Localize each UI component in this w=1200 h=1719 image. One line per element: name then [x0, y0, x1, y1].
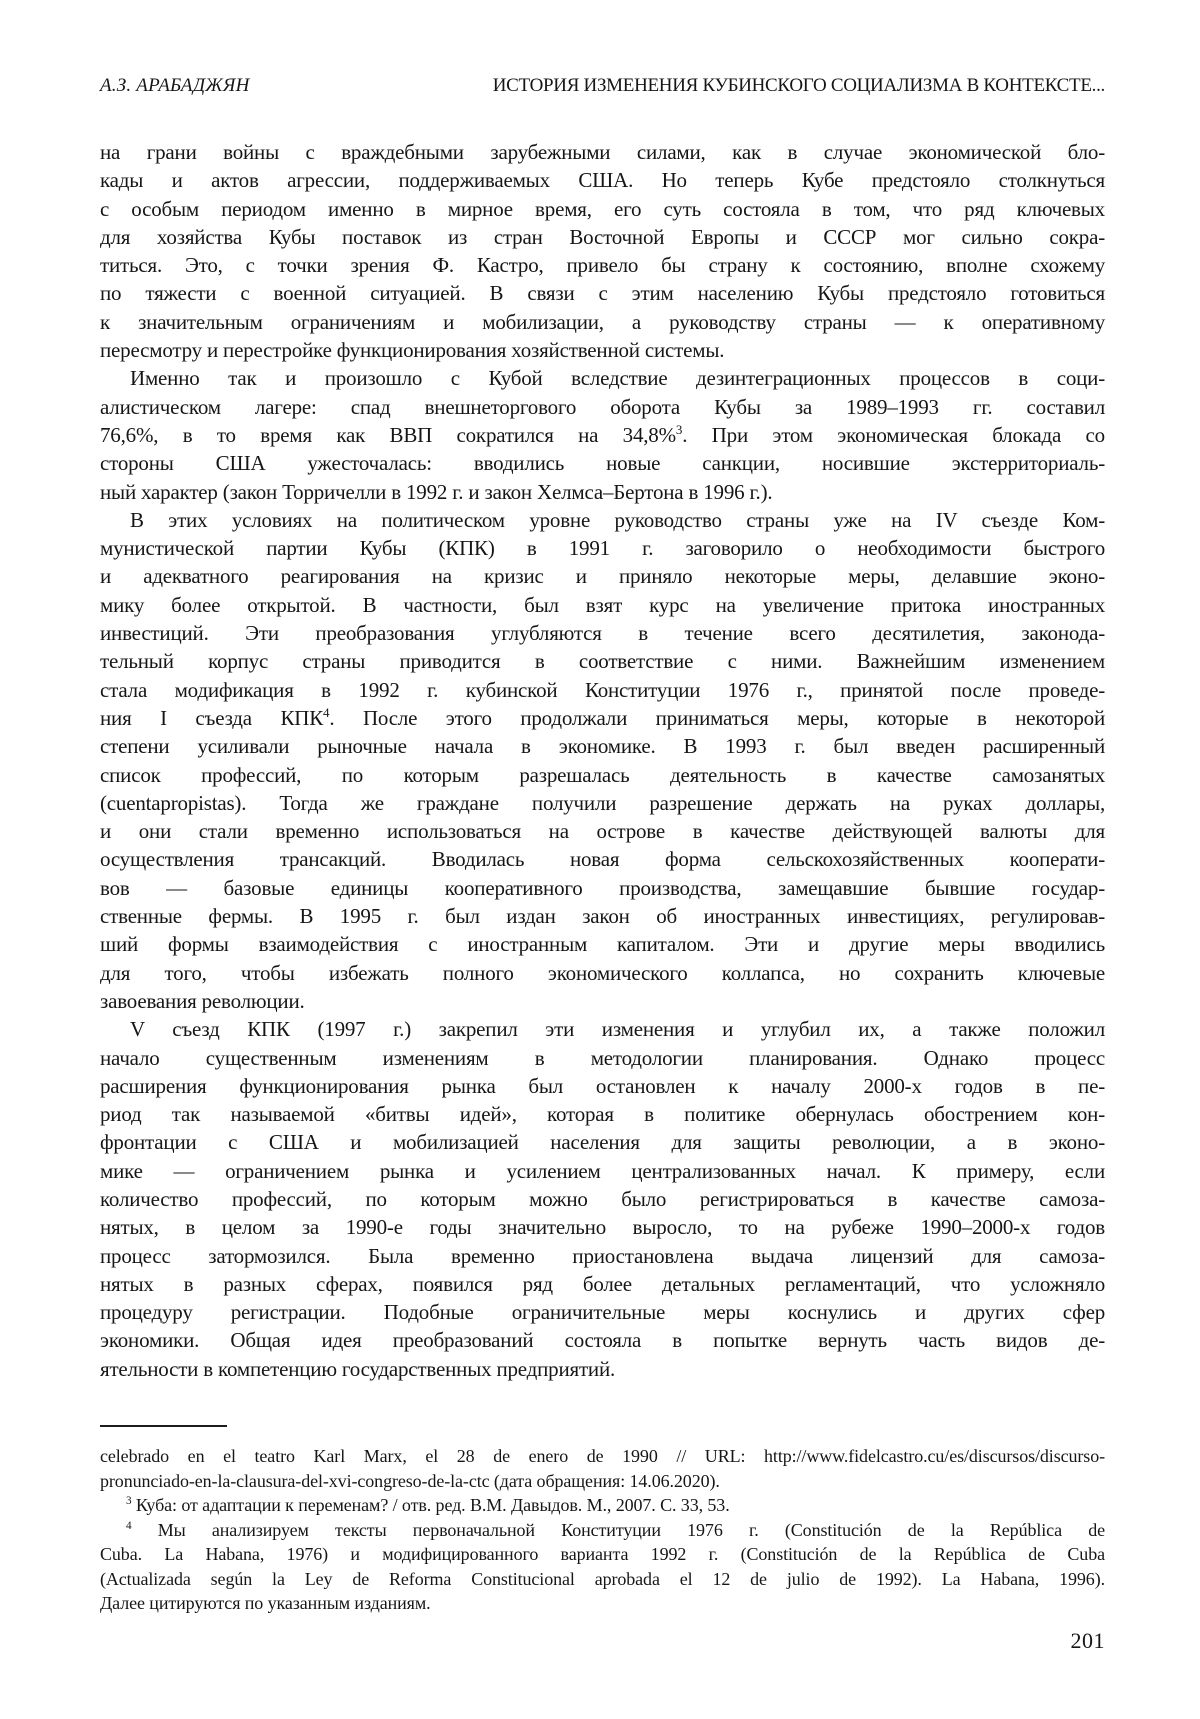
text-line: для хозяйства Кубы поставок из стран Восточной Европы и СССР мог сильно сокра-	[100, 224, 1105, 249]
text-line: мунистической партии Кубы (КПК) в 1991 г. заговорило о необходимости быстрого	[100, 536, 1105, 561]
text-line: пересмотру и перестройке функционирования хозяйственной системы.	[100, 338, 725, 363]
footnotes	[100, 1444, 1105, 1616]
text-line: (Actualizada según la Ley de Reforma Constitucional aprobada el 12 de julio de 1992). La Habana, 1996).	[100, 1568, 1105, 1589]
paragraph	[100, 1015, 1105, 1383]
text-line: список профессий, по которым разрешалась деятельность в качестве самозанятых	[100, 762, 1105, 787]
text-line: начало существенным изменениям в методологии планирования. Однако процесс	[100, 1045, 1105, 1070]
text-line: риод так называемой «битвы идей», которая в политике обернулась обострением кон-	[100, 1102, 1105, 1127]
text-line: к значительным ограничениям и мобилизации, а руководству страны — к оперативному	[100, 309, 1105, 334]
text-line: 76,6%, в то время как ВВП сократился на 34,8%$^3$. При этом экономическая блокада со	[100, 421, 1105, 447]
paragraph	[100, 506, 1105, 1015]
paragraph	[100, 364, 1105, 505]
text-line: процедуру регистрации. Подобные ограничительные меры коснулись и других сфер	[100, 1300, 1105, 1325]
text-line: процесс затормозился. Была временно приостановлена выдача лицензий для самоза-	[100, 1243, 1105, 1268]
text-line: вов — базовые единицы кооперативного производства, замещавшие бывшие государ-	[100, 875, 1105, 900]
text-line: В этих условиях на политическом уровне руководство страны уже на IV съезде Ком-	[130, 507, 1105, 532]
text-line: и адекватного реагирования на кризис и приняло некоторые меры, делавшие эконо-	[100, 564, 1105, 589]
text-line: инвестиций. Эти преобразования углубляются в течение всего десятилетия, законода-	[100, 621, 1105, 646]
text-line: pronunciado-en-la-clausura-del-xvi-congreso-de-la-ctc (дата обращения: 14.06.2020).	[100, 1470, 720, 1491]
text-line: степени усиливали рыночные начала в экономике. В 1993 г. был введен расширенный	[100, 734, 1105, 759]
text-line: ятельности в компетенцию государственных предприятий.	[100, 1356, 616, 1381]
text-line: мике — ограничением рынка и усилением централизованных начал. К примеру, если	[100, 1158, 1105, 1183]
paragraph	[100, 138, 1105, 364]
text-line: алистическом лагере: спад внешнеторгового оборота Кубы за 1989–1993 гг. составил	[100, 394, 1105, 419]
text-line: осуществления трансакций. Вводилась новая форма сельскохозяйственных кооперати-	[100, 847, 1105, 872]
header-author: А.З. АРАБАДЖЯН	[100, 75, 250, 96]
page-number: 201	[1070, 1627, 1105, 1653]
text-line: (cuentapropistas). Тогда же граждане получили разрешение держать на руках доллары,	[100, 790, 1105, 815]
paragraph	[100, 1493, 1105, 1518]
text-line: стороны США ужесточалась: вводились новые санкции, носившие экстерриториаль-	[100, 451, 1105, 476]
text-line: нятых, в целом за 1990-е годы значительно выросло, то на рубеже 1990–2000-х годов	[100, 1215, 1105, 1240]
text-line: ный характер (закон Торричелли в 1992 г. и закон Хелмса–Бертона в 1996 г.).	[100, 479, 773, 504]
text-line: титься. Это, с точки зрения Ф. Кастро, привело бы страну к состоянию, вполне схожему	[100, 253, 1105, 278]
text-line: $^4$ Мы анализируем тексты первоначальной Конституции 1976 г. (Constitución de la República de	[126, 1519, 1105, 1540]
text-line: на грани войны с враждебными зарубежными силами, как в случае экономической бло-	[100, 140, 1105, 164]
text-line: Cuba. La Habana, 1976) и модифицированного варианта 1992 г. (Constitución de la República de Cuba	[100, 1544, 1105, 1565]
text-line: тельный корпус страны приводится в соответствие с ними. Важнейшим изменением	[100, 649, 1105, 674]
paragraph	[100, 1518, 1105, 1616]
text-line: экономики. Общая идея преобразований состояла в попытке вернуть часть видов де-	[100, 1328, 1105, 1353]
text-line: ственные фермы. В 1995 г. был издан закон об иностранных инвестициях, регулировав-	[100, 904, 1105, 929]
text-line: ший формы взаимодействия с иностранным капиталом. Эти и другие меры вводились	[100, 932, 1105, 957]
text-line: с особым периодом именно в мирное время, его суть состояла в том, что ряд ключевых	[100, 196, 1105, 221]
text-line: ния I съезда КПК$^4$. После этого продолжали приниматься меры, которые в некоторой	[100, 704, 1105, 730]
page-header	[100, 74, 1105, 98]
text-line: стала модификация в 1992 г. кубинской Конституции 1976 г., принятой после проведе-	[100, 677, 1105, 702]
text-line: количество профессий, по которым можно было регистрироваться в качестве самоза-	[100, 1186, 1105, 1211]
article-body	[100, 138, 1105, 1383]
text-line: нятых в разных сферах, появился ряд более детальных регламентаций, что усложняло	[100, 1271, 1105, 1296]
text-line: расширения функционирования рынка был остановлен к началу 2000-х годов в пе-	[100, 1073, 1105, 1098]
text-line: мику более открытой. В частности, был взят курс на увеличение притока иностранных	[100, 592, 1105, 617]
text-line: Далее цитируются по указанным изданиям.	[100, 1593, 431, 1614]
text-line: Именно так и произошло с Кубой вследствие дезинтеграционных процессов в соци-	[130, 366, 1105, 391]
text-line: $^3$ Куба: от адаптации к переменам? / отв. ред. В.М. Давыдов. М., 2007. С. 33, 53.	[126, 1495, 730, 1516]
footnote-separator	[100, 1425, 227, 1427]
text-line: для того, чтобы избежать полного экономического коллапса, но сохранить ключевые	[100, 960, 1105, 985]
text-line: V съезд КПК (1997 г.) закрепил эти изменения и углубил их, а также положил	[130, 1017, 1105, 1042]
text-line: и они стали временно использоваться на острове в качестве действующей валюты для	[100, 819, 1105, 844]
text-line: кады и актов агрессии, поддерживаемых США. Но теперь Кубе предстояло столкнуться	[100, 168, 1105, 193]
text-line: по тяжести с военной ситуацией. В связи с этим населению Кубы предстояло готовиться	[100, 281, 1105, 306]
text-line: фронтации с США и мобилизацией населения для защиты революции, а в эконо-	[100, 1130, 1105, 1155]
paragraph	[100, 1444, 1105, 1493]
text-line: завоевания революции.	[100, 988, 305, 1013]
header-running-title: ИСТОРИЯ ИЗМЕНЕНИЯ КУБИНСКОГО СОЦИАЛИЗМА В КОНТЕКСТЕ...	[492, 75, 1105, 96]
text-line: celebrado en el teatro Karl Marx, el 28 de enero de 1990 // URL: http://www.fidelcastro.cu/es/discursos/discurso-	[100, 1446, 1105, 1467]
